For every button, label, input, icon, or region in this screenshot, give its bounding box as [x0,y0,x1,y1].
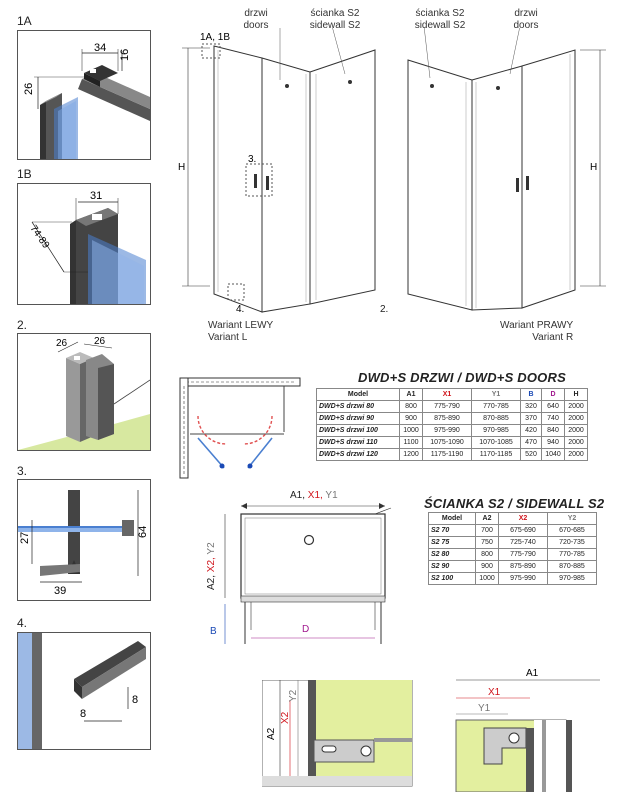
detail-panel-1b [17,183,151,305]
col-h: H [565,389,588,401]
doors-cell: 900 [400,413,423,425]
doors-cell: 2000 [565,437,588,449]
plan-view-drawing [205,500,395,658]
top-view-door-swing [176,376,306,486]
sidewall-cell: S2 80 [429,549,476,561]
panel-label-2: 2. [17,318,28,332]
label-doors-r-en: doors [513,20,539,31]
col-s-a2: A2 [476,513,499,525]
sidewall-cell: 725-740 [499,537,548,549]
label-doors-en: doors [243,20,269,31]
detail-left-y2: Y2 [288,689,299,702]
dim-16: 16 [119,48,131,61]
col-s-x2: X2 [499,513,548,525]
plan-d-label: D [302,624,310,635]
doors-cell: 370 [521,413,542,425]
detail-right-y1: Y1 [478,703,491,714]
dim-34: 34 [94,42,107,54]
plan-y1: Y1 [325,490,338,501]
sidewall-row [429,549,597,561]
panel-label-1b: 1B [17,167,32,181]
dim-h-left: H [178,162,186,173]
doors-cell: 775-790 [423,401,472,413]
doors-cell: DWD+S drzwi 80 [317,401,400,413]
doors-cell: 1200 [400,449,423,461]
variant-right-pl: Wariant PRAWY [500,320,574,331]
col-model: Model [317,389,400,401]
doors-cell: 2000 [565,413,588,425]
sidewall-row [429,537,597,549]
sidewall-table [428,512,597,585]
sidewall-cell: 720-735 [548,537,597,549]
callout-4: 4. [236,304,245,315]
label-sidewall-pl: ścianka S2 [310,8,360,19]
sidewall-cell: S2 75 [429,537,476,549]
label-sidewall-r-pl: ścianka S2 [415,8,465,19]
dim-8-vertical: 8 [132,694,139,706]
detail-1b-drawing [18,184,150,304]
doors-cell: 975-990 [423,425,472,437]
doors-cell: 420 [521,425,542,437]
sidewall-row [429,525,597,537]
callout-1a-1b: 1A, 1B [200,32,231,43]
detail-panel-1a [17,30,151,160]
detail-1a-drawing [18,31,150,159]
detail-right-x1: X1 [488,687,501,698]
sidewall-cell: 775-790 [499,549,548,561]
bottom-detail-left [262,680,422,790]
doors-cell: DWD+S drzwi 120 [317,449,400,461]
plan-y2: Y2 [206,542,217,555]
doors-row [317,413,588,425]
label-doors-pl: drzwi [244,8,268,19]
sidewall-cell: 750 [476,537,499,549]
doors-cell: 800 [400,401,423,413]
doors-cell: 1175-1190 [423,449,472,461]
doors-row [317,449,588,461]
sidewall-cell: 670-685 [548,525,597,537]
doors-table-header [317,389,588,401]
dim-26-2b: 26 [94,336,106,347]
col-b: B [521,389,542,401]
panel-label-3: 3. [17,464,28,478]
doors-cell: 2000 [565,449,588,461]
detail-3-drawing [18,480,150,600]
doors-cell: DWD+S drzwi 100 [317,425,400,437]
col-y1: Y1 [472,389,521,401]
doors-cell: 1070-1085 [472,437,521,449]
detail-panel-3 [17,479,151,601]
sidewall-table-header [429,513,597,525]
detail-left-a2: A2 [266,727,277,740]
doors-table [316,388,588,461]
dim-39: 39 [54,585,67,597]
sidewall-cell: 800 [476,549,499,561]
doors-cell: DWD+S drzwi 90 [317,413,400,425]
detail-left-x2: X2 [280,711,291,724]
dim-74-89: 74-89 [27,223,52,251]
doors-row [317,401,588,413]
dim-31: 31 [90,190,103,202]
doors-cell: 320 [521,401,542,413]
sidewall-cell: 970-985 [548,573,597,585]
label-sidewall-r-en: sidewall S2 [414,20,466,31]
doors-cell: 1040 [542,449,565,461]
plan-b-label: B [210,626,217,637]
elevation-left-drawing [170,28,395,318]
sidewall-row [429,573,597,585]
doors-cell: 740 [542,413,565,425]
sidewall-cell: 700 [476,525,499,537]
doors-cell: 870-885 [472,413,521,425]
sidewall-cell: S2 100 [429,573,476,585]
doors-table-title: DWD+S DRZWI / DWD+S DOORS [358,370,566,385]
plan-a1: A1, [290,490,306,501]
sidewall-table-title: ŚCIANKA S2 / SIDEWALL S2 [424,496,605,511]
col-x1: X1 [423,389,472,401]
sidewall-cell: 675-690 [499,525,548,537]
variant-left-pl: Wariant LEWY [208,320,274,331]
callout-2: 2. [380,304,389,315]
detail-panel-4 [17,632,151,750]
variant-left-label [208,320,273,344]
variant-right-label [500,320,573,344]
plan-x2: X2, [206,557,217,573]
callout-3: 3. [248,154,257,165]
sidewall-cell: 1000 [476,573,499,585]
plan-side-dim-label [206,542,217,590]
sidewall-cell: S2 90 [429,561,476,573]
doors-cell: 1170-1185 [472,449,521,461]
doors-cell: 940 [542,437,565,449]
sidewall-cell: 900 [476,561,499,573]
plan-a2: A2, [206,574,217,590]
sidewall-cell: S2 70 [429,525,476,537]
doors-cell: 640 [542,401,565,413]
doors-cell: 1100 [400,437,423,449]
col-d: D [542,389,565,401]
col-s-model: Model [429,513,476,525]
doors-cell: 2000 [565,401,588,413]
doors-cell: 875-890 [423,413,472,425]
doors-cell: 970-985 [472,425,521,437]
dim-64: 64 [137,525,149,538]
doors-cell: 2000 [565,425,588,437]
col-s-y2: Y2 [548,513,597,525]
panel-label-1a: 1A [17,14,32,28]
doors-cell: 1075-1090 [423,437,472,449]
dim-h-right: H [590,162,598,173]
doors-cell: DWD+S drzwi 110 [317,437,400,449]
detail-right-a1: A1 [526,668,539,679]
sidewall-table-body [429,525,597,585]
doors-table-body [317,401,588,461]
sidewall-cell: 870-885 [548,561,597,573]
doors-cell: 770-785 [472,401,521,413]
dim-8-horizontal: 8 [80,708,87,720]
col-a1: A1 [400,389,423,401]
sidewall-cell: 770-785 [548,549,597,561]
label-doors-r-pl: drzwi [514,8,538,19]
detail-2-drawing [18,334,150,450]
doors-cell: 520 [521,449,542,461]
detail-panel-2 [17,333,151,451]
bottom-detail-right [450,668,610,792]
doors-cell: 840 [542,425,565,437]
elevation-right-drawing [400,28,625,318]
sidewall-row [429,561,597,573]
plan-x1: X1, [307,490,323,501]
dim-26-2a: 26 [56,338,68,349]
doors-row [317,425,588,437]
detail-4-drawing [18,633,150,749]
sidewall-cell: 975-990 [499,573,548,585]
doors-row [317,437,588,449]
variant-left-en: Variant L [208,332,248,343]
doors-cell: 470 [521,437,542,449]
dim-26-1a: 26 [23,82,35,95]
doors-cell: 1000 [400,425,423,437]
label-sidewall-en: sidewall S2 [309,20,361,31]
sidewall-cell: 875-890 [499,561,548,573]
dim-27: 27 [19,531,31,544]
variant-right-en: Variant R [532,332,574,343]
panel-label-4: 4. [17,616,28,630]
